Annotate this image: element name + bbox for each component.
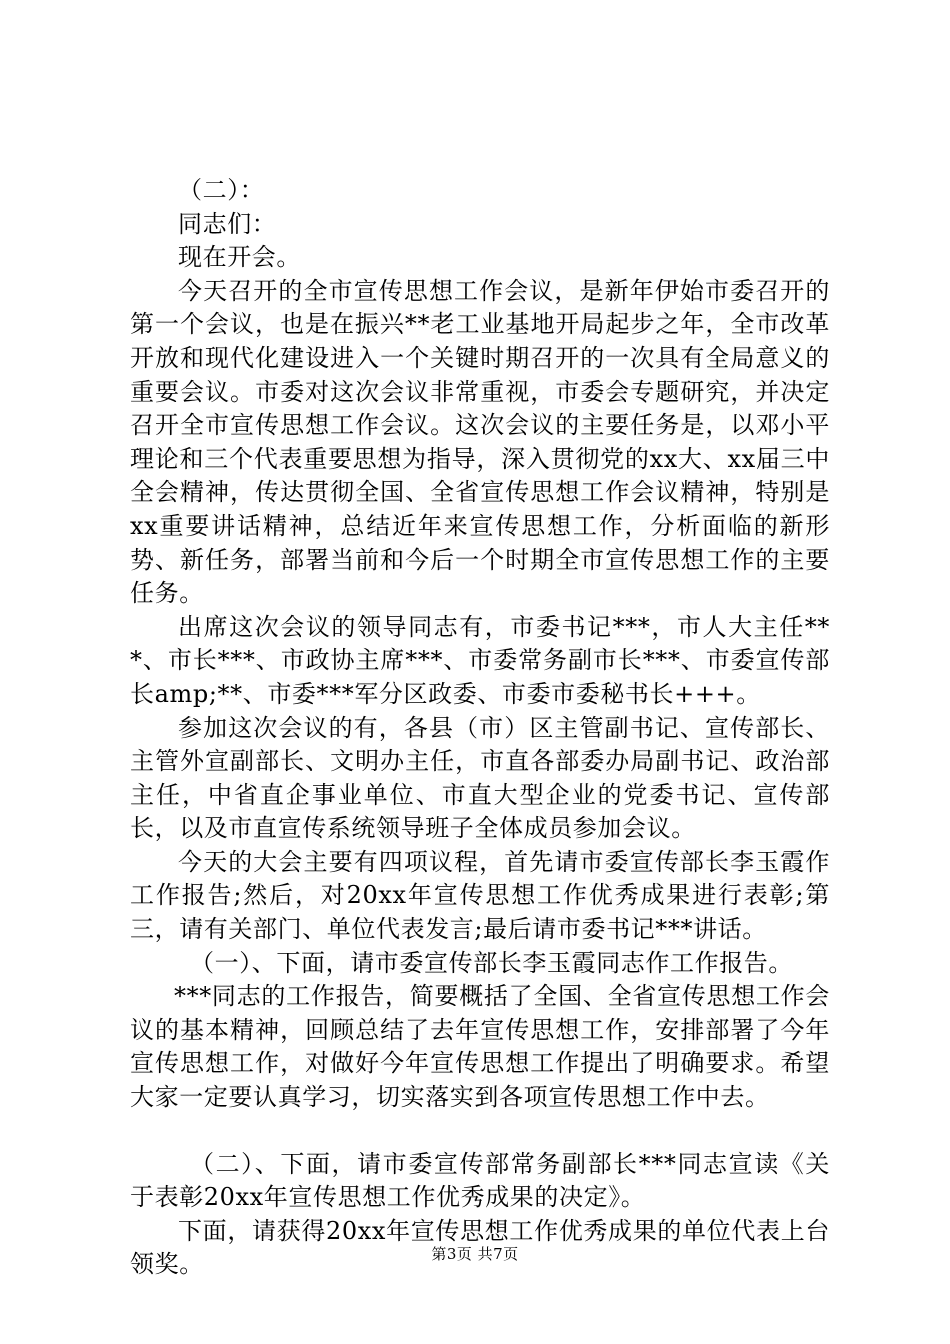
document-body — [130, 174, 830, 1282]
paragraph-report-summary: ***同志的工作报告，简要概括了全国、全省宣传思想工作会议的基本精神，回顾总结了去年宣传思想工作，安排部署了今年宣传思想工作，对做好今年宣传思想工作提出了明确要求。希望大家一定要认真学习，切实落实到各项宣传思想工作中去。 — [130, 982, 830, 1112]
paragraph-spacer — [130, 1115, 830, 1148]
agenda-item-two: （二）、下面，请市委宣传部常务副部长***同志宣读《关于表彰20xx年宣传思想工作优秀成果的决定》。 — [130, 1149, 830, 1212]
page-number-footer: 第3页 共7页 — [431, 1245, 519, 1263]
paragraph-agenda: 今天的大会主要有四项议程，首先请市委宣传部长李玉霞作工作报告;然后，对20xx年宣传思想工作优秀成果进行表彰;第三，请有关部门、单位代表发言;最后请市委书记***讲话。 — [130, 847, 830, 944]
heading-section-two: （二）： — [178, 176, 265, 204]
paragraph-award-ceremony: 下面，请获得20xx年宣传思想工作优秀成果的单位代表上台领奖。 — [130, 1216, 830, 1279]
opening-line: 现在开会。 — [178, 243, 301, 272]
paragraph-attending-leaders: 出席这次会议的领导同志有，市委书记***，市人大主任***、市长***、市政协主席***、市委常务副市长***、市委宣传部长amp;**、市委***军分区政委、市委市委秘书长+++。 — [130, 612, 830, 708]
paragraph-meeting-purpose: 今天召开的全市宣传思想工作会议，是新年伊始市委召开的第一个会议，也是在振兴**老工业基地开局起步之年，全市改革开放和现代化建设进入一个关键时期召开的一次具有全局意义的重要会议。市委对这次会议非常重视，市委会专题研究，并决定召开全市宣传思想工作会议。这次会议的主要任务是，以邓小平理论和三个代表重要思想为指导，深入贯彻党的xx大、xx届三中全会精神，传达贯彻全国、全省宣传思想工作会议精神，特别是xx重要讲话精神，总结近年来宣传思想工作，分析面临的新形势、新任务，部署当前和今后一个时期全市宣传思想工作的主要任务。 — [130, 276, 830, 608]
agenda-item-one: （一）、下面，请市委宣传部长李玉霞同志作工作报告。 — [190, 948, 793, 977]
salutation: 同志们： — [178, 209, 277, 238]
paragraph-participants: 参加这次会议的有，各县（市）区主管副书记、宣传部长、主管外宣副部长、文明办主任，市直各部委办局副书记、政治部主任，中省直企事业单位、市直大型企业的党委书记、宣传部长，以及市直宣传系统领导班子全体成员参加会议。 — [130, 713, 830, 843]
